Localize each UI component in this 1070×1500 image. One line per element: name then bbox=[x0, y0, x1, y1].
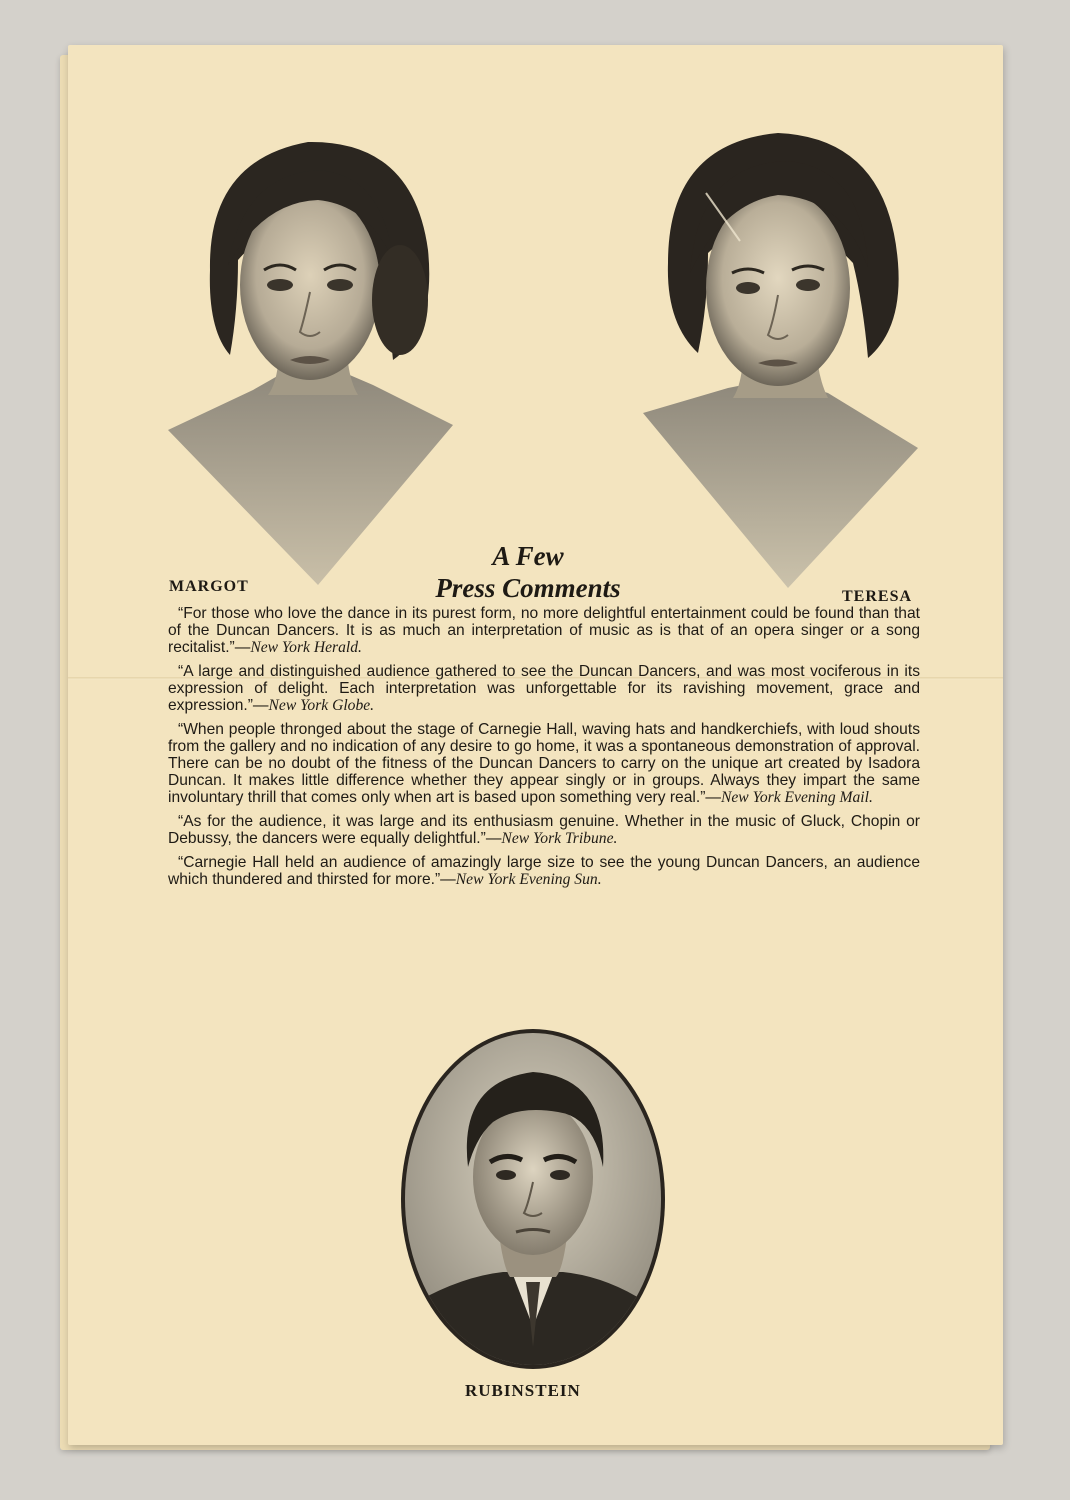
comment-source: New York Tribune. bbox=[501, 830, 618, 847]
comment-paragraph bbox=[168, 813, 920, 847]
caption-rubinstein: RUBINSTEIN bbox=[465, 1381, 581, 1400]
comment-text: “A large and distinguished audience gathered to see the Duncan Dancers, and was most vociferous in its expression of delight. Each interpretation was unforgettable for its ravishing movement, grace and expression.”— bbox=[168, 663, 920, 714]
heading-line-1: A Few bbox=[492, 541, 564, 571]
portrait-rubinstein bbox=[398, 1027, 668, 1372]
comment-source: New York Globe. bbox=[268, 697, 375, 714]
comment-paragraph bbox=[168, 854, 920, 888]
caption-margot: MARGOT bbox=[169, 578, 249, 595]
portrait-teresa bbox=[628, 123, 928, 593]
comment-text: “As for the audience, it was large and its enthusiasm genuine. Whether in the music of Gluck, Chopin or Debussy, the dancers were equally delightful.”— bbox=[168, 813, 920, 847]
comment-source: New York Herald. bbox=[250, 639, 362, 656]
comment-paragraph bbox=[168, 721, 920, 806]
comment-text: “Carnegie Hall held an audience of amazingly large size to see the young Duncan Dancers, an audience which thundered and thirsted for more.”— bbox=[168, 854, 920, 888]
page-heading bbox=[408, 540, 648, 604]
heading-line-2: Press Comments bbox=[435, 573, 621, 603]
caption-teresa: TERESA bbox=[842, 588, 913, 605]
comment-text: “For those who love the dance in its purest form, no more delightful entertainment could be found than that of the Duncan Dancers. It is as much an interpretation of music as is that of an opera singer or a song recitalist.”— bbox=[168, 605, 920, 656]
portrait-margot bbox=[168, 120, 458, 590]
comment-paragraph bbox=[168, 663, 920, 714]
program-page bbox=[68, 45, 1003, 1445]
comment-source: New York Evening Sun. bbox=[455, 871, 602, 888]
press-comments bbox=[168, 605, 920, 895]
comment-source: New York Evening Mail. bbox=[720, 789, 873, 806]
comment-paragraph bbox=[168, 605, 920, 656]
comment-text: “When people thronged about the stage of Carnegie Hall, waving hats and handkerchiefs, with loud shouts from the gallery and no indication of any desire to go home, it was a spontaneous demonstration of approval. There can be no doubt of the fitness of the Duncan Dancers to carry on the unique art created by Isadora Duncan. It makes little difference whether they appear singly or in groups. Always they impart the same involuntary thrill that comes only when art is based upon something very real.”— bbox=[168, 721, 920, 806]
